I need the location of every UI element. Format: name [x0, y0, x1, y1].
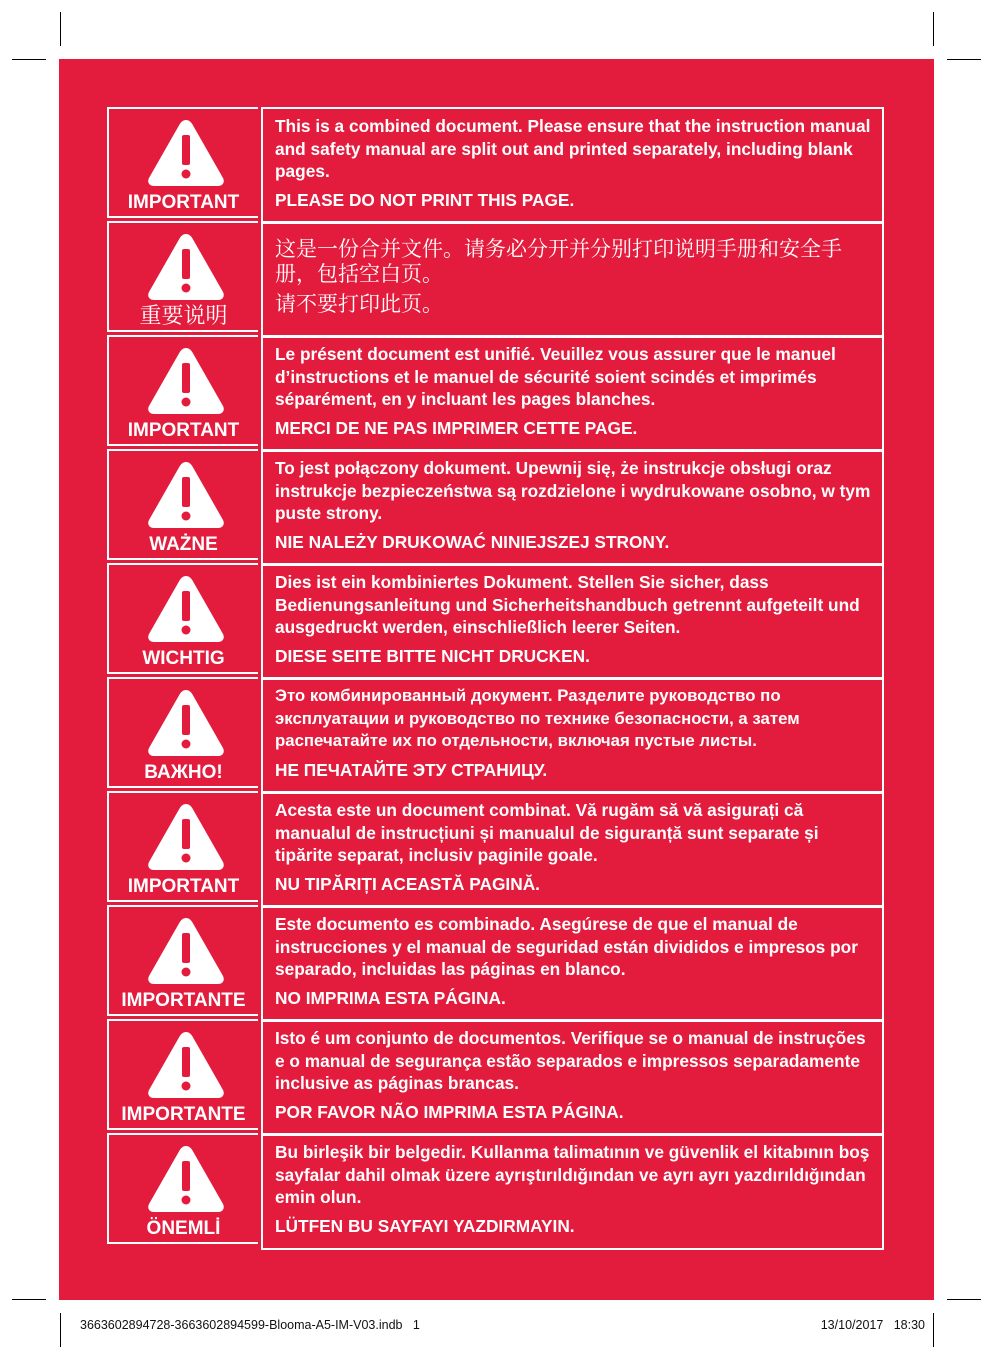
notice-label: IMPORTANTE [121, 990, 246, 1011]
icon-cell [107, 791, 258, 902]
crop-mark [60, 1313, 61, 1347]
icon-cell [107, 563, 258, 674]
text-cell [261, 335, 884, 452]
notice-warning: 请不要打印此页。 [275, 292, 443, 316]
notice-warning: НЕ ПЕЧАТАЙТЕ ЭТУ СТРАНИЦУ. [275, 759, 548, 780]
notice-label: IMPORTANT [127, 420, 240, 441]
notice-row [107, 791, 884, 902]
icon-cell [107, 335, 258, 446]
footer-date: 13/10/2017 18:30 [820, 1318, 925, 1332]
notice-body: Acesta este un document combinat. Vă rugăm să vă asigurați că manualul de instrucțiuni și manualul de siguranță sunt separate și tipărite separat, inclusiv paginile goale. [275, 800, 819, 865]
notice-warning: LÜTFEN BU SAYFAYI YAZDIRMAYIN. [275, 1215, 575, 1236]
crop-mark [12, 59, 46, 60]
notice-label: WAŻNE [149, 534, 218, 555]
text-cell [261, 791, 884, 908]
crop-mark [933, 12, 934, 46]
notice-body: This is a combined document. Please ensure that the instruction manual and safety manual are split out and printed separately, including blank pages. [275, 116, 871, 181]
icon-cell [107, 221, 258, 332]
crop-mark [947, 1299, 981, 1300]
notice-body: To jest połączony dokument. Upewnij się, że instrukcje obsługi oraz instrukcje bezpieczeństwa są rozdzielone i wydrukowane osobno, w tym puste strony. [275, 458, 871, 523]
icon-cell [107, 677, 258, 788]
notice-warning: DIESE SEITE BITTE NICHT DRUCKEN. [275, 645, 590, 666]
icon-cell [107, 905, 258, 1016]
icon-cell [107, 1133, 258, 1244]
notice-row [107, 107, 884, 218]
notice-row [107, 1019, 884, 1130]
text-cell [261, 677, 884, 794]
notice-row [107, 449, 884, 560]
warning-triangle-icon [146, 1029, 226, 1101]
notice-label: IMPORTANT [127, 876, 240, 897]
crop-mark [933, 1313, 934, 1347]
warning-triangle-icon [146, 915, 226, 987]
notice-row [107, 1133, 884, 1244]
notice-warning: NO IMPRIMA ESTA PÁGINA. [275, 987, 506, 1008]
text-cell [261, 449, 884, 566]
notice-row [107, 563, 884, 674]
icon-cell [107, 449, 258, 560]
warning-triangle-icon [146, 231, 226, 303]
notice-grid [107, 107, 884, 1244]
notice-label: 重要说明 [139, 304, 228, 329]
warning-triangle-icon [146, 459, 226, 531]
warning-triangle-icon [146, 573, 226, 645]
notice-label: ВАЖНО! [144, 762, 223, 783]
notice-row [107, 905, 884, 1016]
notice-warning: POR FAVOR NÃO IMPRIMA ESTA PÁGINA. [275, 1101, 624, 1122]
notice-row [107, 335, 884, 446]
notice-warning: PLEASE DO NOT PRINT THIS PAGE. [275, 189, 575, 210]
crop-mark [12, 1299, 46, 1300]
notice-body: Este documento es combinado. Asegúrese de que el manual de instrucciones y el manual de seguridad están divididos e impresos por separado, incluidas las páginas en blanco. [275, 914, 858, 979]
text-cell [261, 221, 884, 338]
notice-warning: NU TIPĂRIȚI ACEASTĂ PAGINĂ. [275, 873, 540, 894]
footer-file-info: 3663602894728-3663602894599-Blooma-A5-IM-V03.indb 1 [80, 1318, 420, 1332]
text-cell [261, 563, 884, 680]
notice-label: IMPORTANT [127, 192, 240, 213]
warning-triangle-icon [146, 801, 226, 873]
text-cell [261, 1019, 884, 1136]
notice-row [107, 677, 884, 788]
notice-warning: NIE NALEŻY DRUKOWAĆ NINIEJSZEJ STRONY. [275, 531, 670, 552]
icon-cell [107, 107, 258, 218]
text-cell [261, 1133, 884, 1250]
crop-mark [947, 59, 981, 60]
notice-body: Bu birleşik bir belgedir. Kullanma talimatının ve güvenlik el kitabının boş sayfalar dahil olmak üzere ayrıştırıldığından ve ayrı ayrı yazdırıldığından emin olun. [275, 1142, 870, 1207]
icon-cell [107, 1019, 258, 1130]
notice-label: ÖNEMLİ [146, 1218, 221, 1239]
notice-label: WICHTIG [142, 648, 225, 669]
warning-triangle-icon [146, 345, 226, 417]
warning-triangle-icon [146, 1143, 226, 1215]
warning-triangle-icon [146, 117, 226, 189]
notice-body: 这是一份合并文件。请务必分开并分别打印说明手册和安全手册，包括空白页。 [275, 237, 842, 286]
crop-mark [60, 12, 61, 46]
text-cell [261, 905, 884, 1022]
notice-row [107, 221, 884, 332]
notice-body: Dies ist ein kombiniertes Dokument. Stellen Sie sicher, dass Bedienungsanleitung und Sicherheitshandbuch getrennt aufgeteilt und ausgedruckt werden, einschließlich leerer Seiten. [275, 572, 860, 637]
warning-triangle-icon [146, 687, 226, 759]
notice-warning: MERCI DE NE PAS IMPRIMER CETTE PAGE. [275, 417, 638, 438]
notice-body: Le présent document est unifié. Veuillez vous assurer que le manuel d’instructions et le manuel de sécurité soient scindés et imprimés séparément, en y incluant les pages blanches. [275, 344, 836, 409]
text-cell [261, 107, 884, 224]
notice-label: IMPORTANTE [121, 1104, 246, 1125]
notice-body: Это комбинированный документ. Разделите руководство по эксплуатации и руководство по технике безопасности, а затем распечатайте их по отдельности, включая пустые листы. [275, 686, 800, 750]
notice-body: Isto é um conjunto de documentos. Verifique se o manual de instruções e o manual de segurança estão separados e impressos separadamente inclusive as páginas brancas. [275, 1028, 866, 1093]
